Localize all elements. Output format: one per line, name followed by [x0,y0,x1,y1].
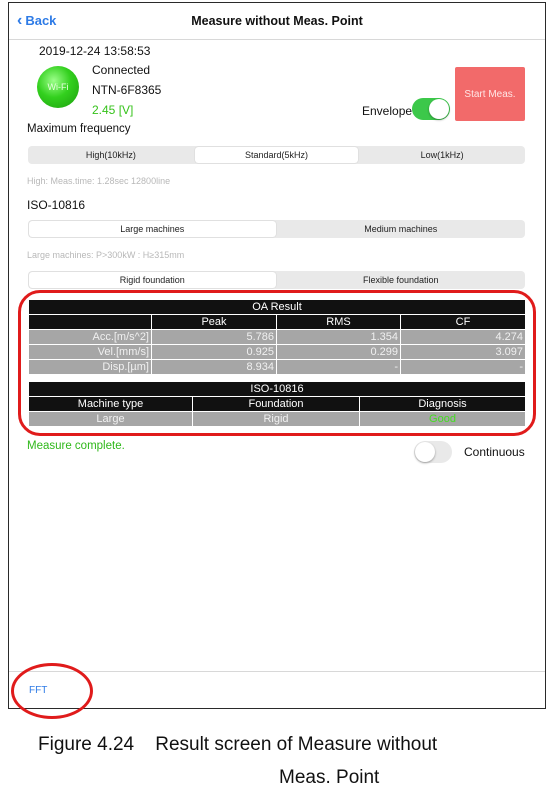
frequency-hint: High: Meas.time: 1.28sec 12800line [27,176,171,186]
envelope-toggle[interactable] [412,98,450,120]
continuous-toggle[interactable] [414,441,452,463]
toggle-knob [429,99,449,119]
frequency-segmented-control [28,146,525,164]
max-frequency-label: Maximum frequency [27,123,131,135]
row-label: Vel.[mm/s] [29,345,152,360]
column-header-foundation: Foundation [193,397,360,412]
toggle-knob [415,442,435,462]
wifi-status-icon: Wi-Fi [37,66,79,108]
segment-standard[interactable]: Standard(5kHz) [195,147,359,163]
foundation-value: Rigid [193,412,360,427]
status-message: Measure complete. [27,440,125,452]
column-header-cf: CF [401,315,526,330]
results-highlight-circle [18,290,536,436]
column-header-machine-type: Machine type [29,397,193,412]
segment-high[interactable]: High(10kHz) [85,150,136,160]
foundation-segmented-control [28,271,525,289]
iso-label: ISO-10816 [27,198,86,212]
rms-value: - [277,360,401,375]
back-label: Back [25,13,57,28]
envelope-label: Envelope [362,104,413,118]
caption-line-2: Meas. Point [279,767,380,788]
app-screen [8,2,546,709]
segment-rigid-foundation[interactable]: Rigid foundation [29,272,276,288]
segment-medium-machines[interactable]: Medium machines [364,224,438,234]
diagnosis-value: Good [360,412,526,427]
rms-value: 1.354 [277,330,401,345]
peak-value: 5.786 [152,330,277,345]
page-title: Measure without Meas. Point [191,14,363,28]
column-header-rms: RMS [277,315,401,330]
oa-result-title: OA Result [29,300,526,315]
cf-value: 3.097 [401,345,526,360]
segment-flexible-foundation[interactable]: Flexible foundation [362,275,439,285]
figure-caption [38,728,555,794]
iso-result-title: ISO-10816 [29,382,526,397]
device-name: NTN-6F8365 [92,83,162,97]
battery-voltage: 2.45 [V] [92,103,134,117]
row-label: Disp.[µm] [29,360,152,375]
bottom-toolbar-divider [9,671,545,672]
chevron-left-icon: ‹ [17,12,23,29]
rms-value: 0.299 [277,345,401,360]
column-header-peak: Peak [152,315,277,330]
caption-line-1: Figure 4.24 Result screen of Measure without [38,734,438,755]
cf-value: 4.274 [401,330,526,345]
machine-segmented-control [28,220,525,238]
peak-value: 8.934 [152,360,277,375]
fft-highlight-circle [11,663,93,719]
navigation-bar [9,3,545,40]
row-label: Acc.[m/s^2] [29,330,152,345]
connection-status: Connected [92,63,151,77]
peak-value: 0.925 [152,345,277,360]
continuous-label: Continuous [464,445,525,459]
cf-value: - [401,360,526,375]
start-measure-button[interactable]: Start Meas. [455,67,525,121]
machine-type-value: Large [29,412,193,427]
fft-button[interactable]: FFT [29,685,48,696]
column-header-diagnosis: Diagnosis [360,397,526,412]
timestamp: 2019-12-24 13:58:53 [39,44,151,58]
segment-large-machines[interactable]: Large machines [29,221,276,237]
segment-low[interactable]: Low(1kHz) [420,150,464,160]
machine-hint: Large machines: P>300kW : H≥315mm [27,250,185,260]
